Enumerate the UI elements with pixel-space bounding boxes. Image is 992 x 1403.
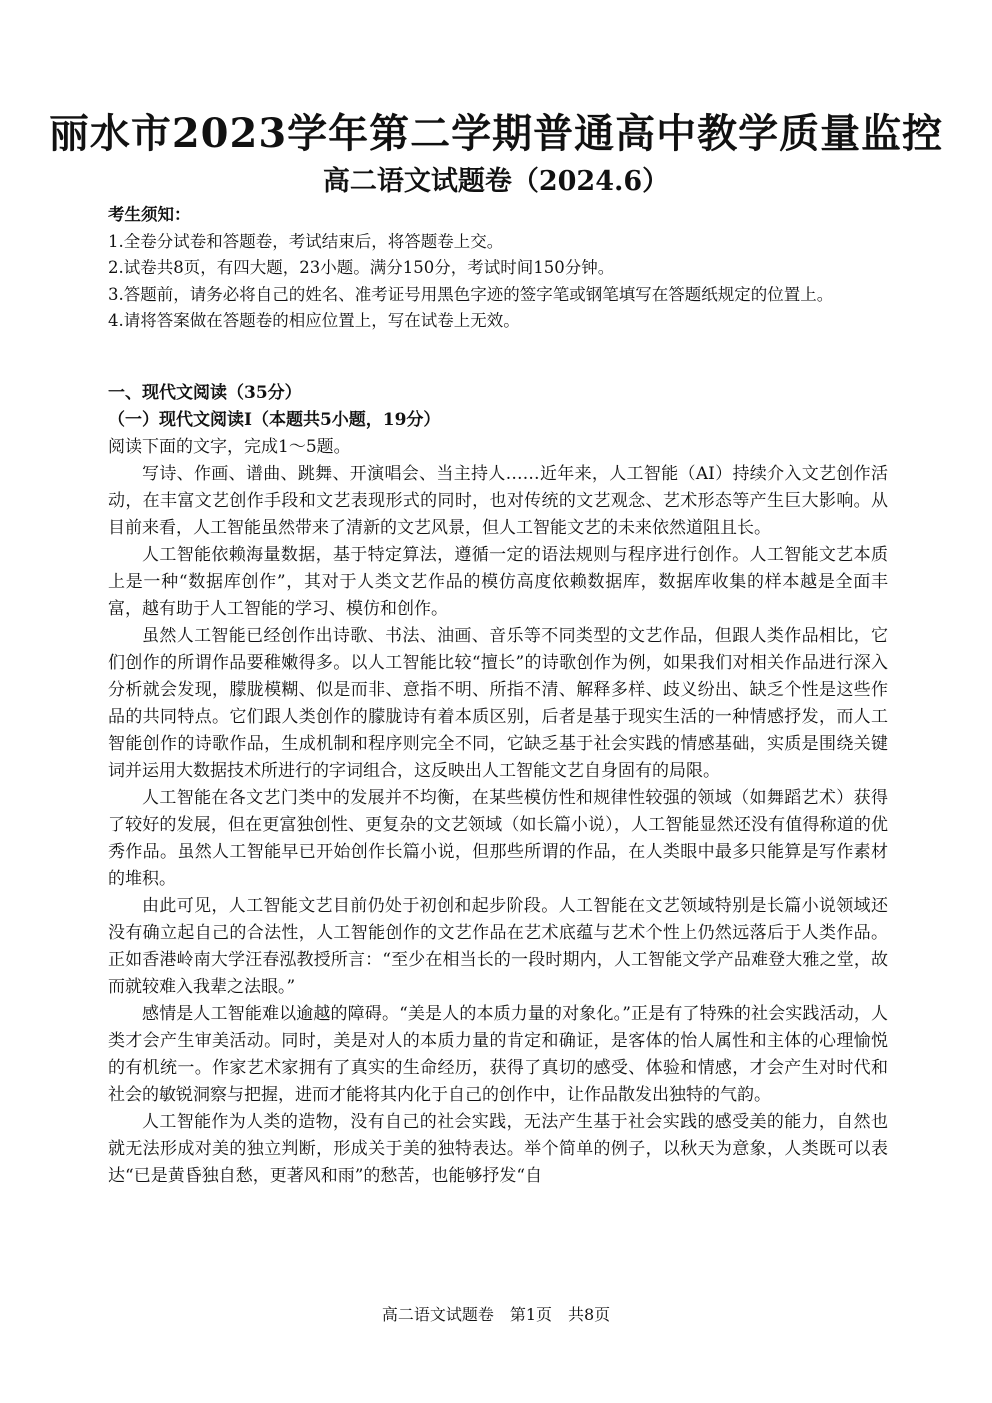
page-footer: 高二语文试题卷 第1页 共8页: [381, 1305, 611, 1324]
passage-paragraph-6: 感情是人工智能难以逾越的障碍。“美是人的本质力量的对象化。”正是有了特殊的社会实践活动，人类才会产生审美活动。同时，美是对人的本质力量的肯定和确证，是客体的怡人属性和主体的心理愉悦的有机统一。作家艺术家拥有了真实的生命经历，获得了真切的感受、体验和情感，才会产生对时代和社会的敏锐洞察与把握，进而才能将其内化于自己的创作中，让作品散发出独特的气韵。: [108, 1004, 888, 1105]
passage-paragraph-1: 写诗、作画、谱曲、跳舞、开演唱会、当主持人……近年来，人工智能（AI）持续介入文艺创作活动，在丰富文艺创作手段和文艺表现形式的同时，也对传统的文艺观念、艺术形态等产生巨大影响。从目前来看，人工智能虽然带来了清新的文艺风景，但人工智能文艺的未来依然道阻且长。: [108, 464, 888, 538]
passage-paragraph-3: 虽然人工智能已经创作出诗歌、书法、油画、音乐等不同类型的文艺作品，但跟人类作品相比，它们创作的所谓作品要稚嫩得多。以人工智能比较“擅长”的诗歌创作为例，如果我们对相关作品进行深入分析就会发现，朦胧模糊、似是而非、意指不明、所指不清、解释多样、歧义纷出、缺乏个性是这些作品的共同特点。它们跟人类创作的朦胧诗有着本质区别，后者是基于现实生活的一种情感抒发，而人工智能创作的诗歌作品，生成机制和程序则完全不同，它缺乏基于社会实践的情感基础，实质是围绕关键词并运用大数据技术所进行的字词组合，这反映出人工智能文艺自身固有的局限。: [108, 626, 888, 781]
candidate-notice: [108, 202, 888, 335]
passage-paragraph-2: 人工智能依赖海量数据，基于特定算法，遵循一定的语法规则与程序进行创作。人工智能文艺本质上是一种“数据库创作”，其对于人类文艺作品的模仿高度依赖数据库，数据库收集的样本越是全面丰富，越有助于人工智能的学习、模仿和创作。: [108, 545, 888, 619]
notice-item-2: 2.试卷共8页，有四大题，23小题。满分150分，考试时间150分钟。: [108, 258, 615, 278]
subsection-heading: （一）现代文阅读Ⅰ（本题共5小题，19分）: [108, 410, 441, 430]
notice-heading: 考生须知：: [108, 205, 191, 224]
notice-item-1: 1.全卷分试卷和答题卷，考试结束后，将答题卷上交。: [108, 231, 504, 251]
passage-paragraph-7: 人工智能作为人类的造物，没有自己的社会实践，无法产生基于社会实践的感受美的能力，自然也就无法形成对美的独立判断，形成关于美的独特表达。举个简单的例子，以秋天为意象，人类既可以表达“已是黄昏独自愁，更著风和雨”的愁苦，也能够抒发“自: [108, 1112, 888, 1186]
section-heading: 一、现代文阅读（35分）: [108, 383, 302, 403]
exam-subtitle: 高二语文试题卷（2024.6）: [322, 166, 670, 197]
exam-title: 丽水市2023学年第二学期普通高中教学质量监控: [48, 110, 944, 157]
passage-paragraph-5: 由此可见，人工智能文艺目前仍处于初创和起步阶段。人工智能在文艺领域特别是长篇小说领域还没有确立起自己的合法性，人工智能创作的文艺作品在艺术底蕴与艺术个性上仍然远落后于人类作品。正如香港岭南大学汪春泓教授所言：“至少在相当长的一段时期内，人工智能文学产品难登大雅之堂，故而就较难入我辈之法眼。”: [108, 896, 888, 997]
reading-section: [108, 380, 888, 1190]
reading-instruction: 阅读下面的文字，完成1～5题。: [108, 437, 351, 457]
notice-item-4: 4.请将答案做在答题卷的相应位置上，写在试卷上无效。: [108, 311, 520, 331]
passage-paragraph-4: 人工智能在各文艺门类中的发展并不均衡，在某些模仿性和规律性较强的领域（如舞蹈艺术）获得了较好的发展，但在更富独创性、更复杂的文艺领域（如长篇小说），人工智能显然还没有值得称道的优秀作品。虽然人工智能早已开始创作长篇小说，但那些所谓的作品，在人类眼中最多只能算是写作素材的堆积。: [108, 788, 888, 889]
notice-item-3: 3.答题前，请务必将自己的姓名、准考证号用黑色字迹的签字笔或钢笔填写在答题纸规定的位置上。: [108, 284, 834, 304]
